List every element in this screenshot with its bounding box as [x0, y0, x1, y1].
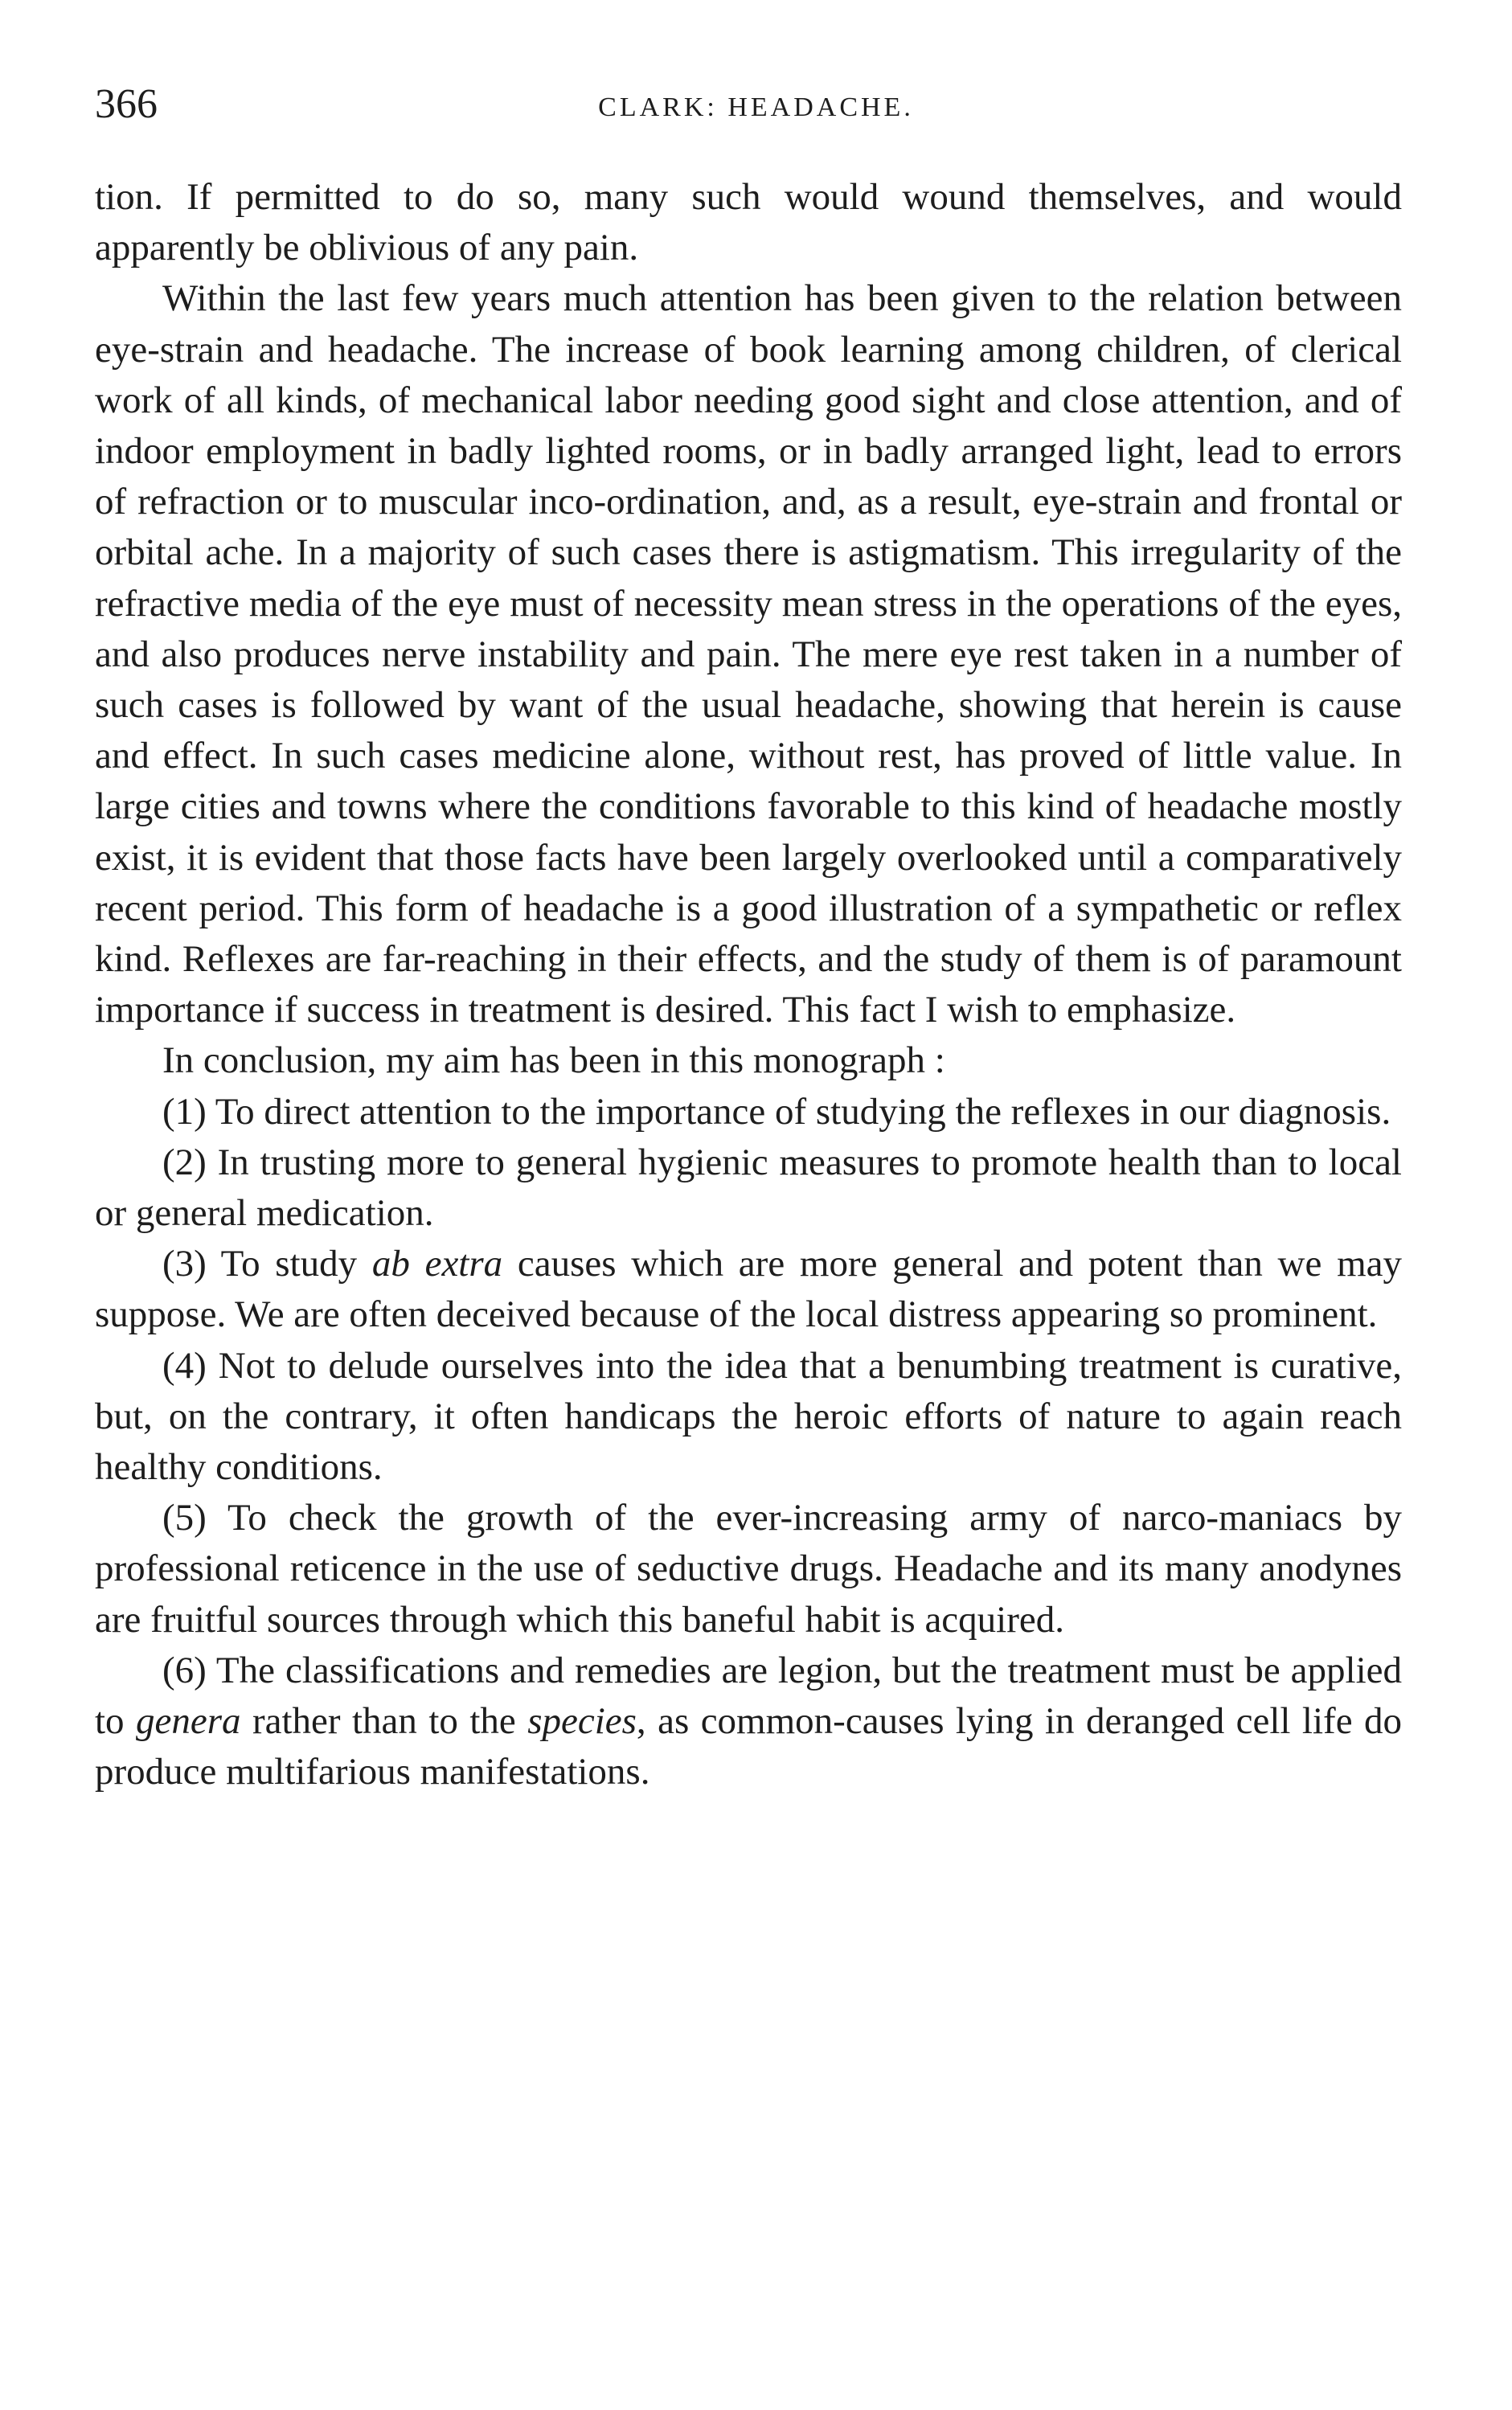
body-text — [95, 172, 1402, 1798]
conclusion-item-5: (5) To check the growth of the ever-increasing army of narco-maniacs by professional reticence in the use of seductive drugs. Headache and its many anodynes are fruitful sources through which this baneful habit is acquired. — [95, 1497, 1402, 1641]
running-head: CLARK: HEADACHE. — [598, 92, 914, 122]
page-number: 366 — [95, 81, 158, 127]
item-6-italic-species: species — [527, 1700, 637, 1743]
paragraph-eye-strain: Within the last few years much attention has been given to the relation between eye-strain and headache. The increase of book learning among children, of clerical work of all kinds, of mechanical labor needing good sight and close attention, and of indoor employment in badly lighted rooms, or in badly arranged light, lead to errors of refraction or to muscular inco-ordination, and, as a result, eye-strain and frontal or orbital ache. In a majority of such cases there is astigmatism. This irregularity of the refractive media of the eye must of necessity mean stress in the operations of the eyes, and also produces nerve instability and pain. The mere eye rest taken in a number of such cases is followed by want of the usual headache, showing that herein is cause and effect. In such cases medicine alone, without rest, has proved of little value. In large cities and towns where the conditions favorable to this kind of headache mostly exist, it is evident that those facts have been largely overlooked until a comparatively recent period. This form of headache is a good illustration of a sympathetic or reflex kind. Reflexes are far-reaching in their effects, and the study of them is of paramount importance if success in treatment is desired. This fact I wish to emphasize. — [95, 277, 1402, 1031]
conclusion-item-6 — [95, 1646, 1402, 1798]
item-6-italic-genera: genera — [136, 1700, 241, 1743]
conclusion-item-3 — [95, 1239, 1402, 1340]
item-3-text-end: causes which are more general and potent than we may suppose. We are often deceived because of the local distress appearing so prominent. — [95, 1243, 1402, 1336]
conclusion-item-1: (1) To direct attention to the importance of studying the reflexes in our diagnosis. — [162, 1090, 1391, 1133]
conclusion-item-4: (4) Not to delude ourselves into the idea that a benumbing treatment is curative, but, on the contrary, it often handicaps the heroic efforts of nature to again reach healthy conditions. — [95, 1344, 1402, 1489]
paragraph-continuation: tion. If permitted to do so, many such would wound themselves, and would apparently be oblivious of any pain. — [95, 176, 1402, 269]
item-6-text-start: (6) The classifications and remedies are legion, but the treatment must be applied to — [95, 1649, 1402, 1743]
item-3-text-start: (3) To study — [162, 1243, 372, 1285]
item-3-italic-ab-extra: ab extra — [371, 1243, 503, 1285]
conclusion-item-2: (2) In trusting more to general hygienic measures to promote health than to local or general medication. — [95, 1141, 1402, 1235]
item-6-text-end: , as common-causes lying in deranged cell life do produce multifarious manifestations. — [95, 1700, 1402, 1793]
paragraph-conclusion-intro: In conclusion, my aim has been in this monograph : — [162, 1039, 945, 1082]
item-6-text-middle: rather than to the — [240, 1700, 528, 1743]
